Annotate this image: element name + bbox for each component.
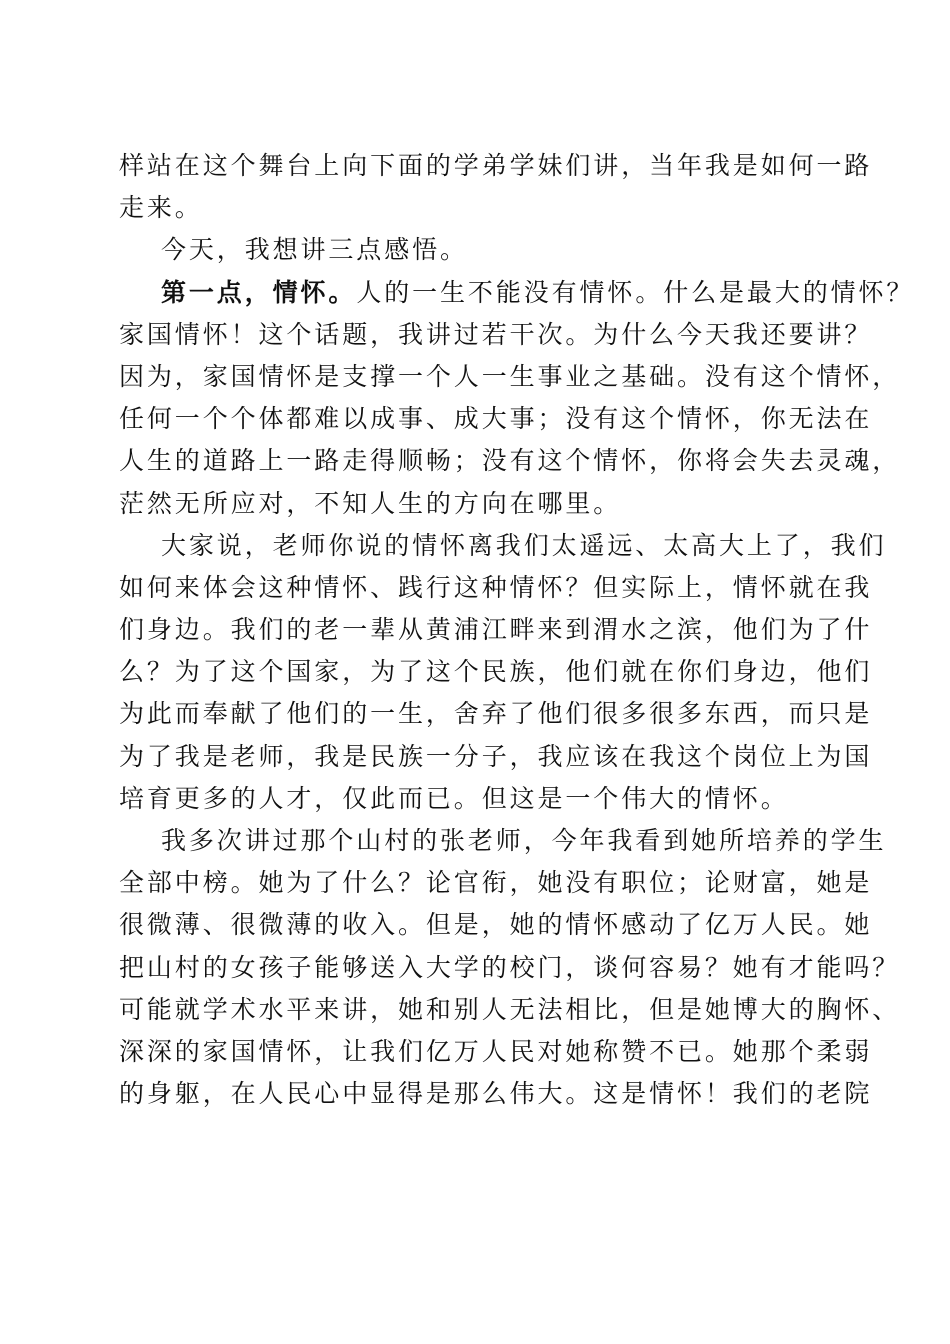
text-line: 任何一个个体都难以成事、成大事；没有这个情怀，你无法在 xyxy=(119,404,873,434)
paragraph-start-line: 大家说，老师你说的情怀离我们太遥远、太高大上了，我们 xyxy=(161,530,887,560)
text-line: 把山村的女孩子能够送入大学的校门，谈何容易？她有才能吗？ xyxy=(119,952,901,982)
text-line: 们身边。我们的老一辈从黄浦江畔来到渭水之滨，他们为了什 xyxy=(119,615,873,645)
text-line-continuation: 人的一生不能没有情怀。什么是最大的情怀？ xyxy=(356,277,915,307)
text-line: 走来。 xyxy=(119,193,203,223)
text-line: 可能就学术水平来讲，她和别人无法相比，但是她博大的胸怀、 xyxy=(119,994,901,1024)
text-line: 人生的道路上一路走得顺畅；没有这个情怀，你将会失去灵魂， xyxy=(119,446,901,476)
text-line: 茫然无所应对，不知人生的方向在哪里。 xyxy=(119,488,622,518)
text-line: 样站在这个舞台上向下面的学弟学妹们讲，当年我是如何一路 xyxy=(119,151,873,180)
text-line: 为此而奉献了他们的一生，舍弃了他们很多很多东西，而只是 xyxy=(119,699,873,729)
text-line: 如何来体会这种情怀、践行这种情怀？但实际上，情怀就在我 xyxy=(119,572,873,602)
text-line: 为了我是老师，我是民族一分子，我应该在我这个岗位上为国 xyxy=(119,741,873,771)
text-line: 么？为了这个国家，为了这个民族，他们就在你们身边，他们 xyxy=(119,657,873,687)
paragraph-start-line: 今天，我想讲三点感悟。 xyxy=(161,235,468,265)
section-heading-bold: 第一点，情怀。 xyxy=(161,277,357,307)
paragraph-start-line xyxy=(119,272,915,314)
text-line: 的身躯，在人民心中显得是那么伟大。这是情怀！我们的老院 xyxy=(119,1079,873,1109)
text-line: 培育更多的人才，仅此而已。但这是一个伟大的情怀。 xyxy=(119,783,789,813)
body-text xyxy=(119,145,915,1115)
text-line: 很微薄、很微薄的收入。但是，她的情怀感动了亿万人民。她 xyxy=(119,910,873,940)
text-line: 全部中榜。她为了什么？论官衔，她没有职位；论财富，她是 xyxy=(119,868,873,898)
text-line: 深深的家国情怀，让我们亿万人民对她称赞不已。她那个柔弱 xyxy=(119,1036,873,1066)
paragraph-start-line: 我多次讲过那个山村的张老师，今年我看到她所培养的学生 xyxy=(161,826,887,855)
text-line: 家国情怀！这个话题，我讲过若干次。为什么今天我还要讲？ xyxy=(119,319,873,349)
text-line: 因为，家国情怀是支撑一个人一生事业之基础。没有这个情怀， xyxy=(119,361,901,391)
